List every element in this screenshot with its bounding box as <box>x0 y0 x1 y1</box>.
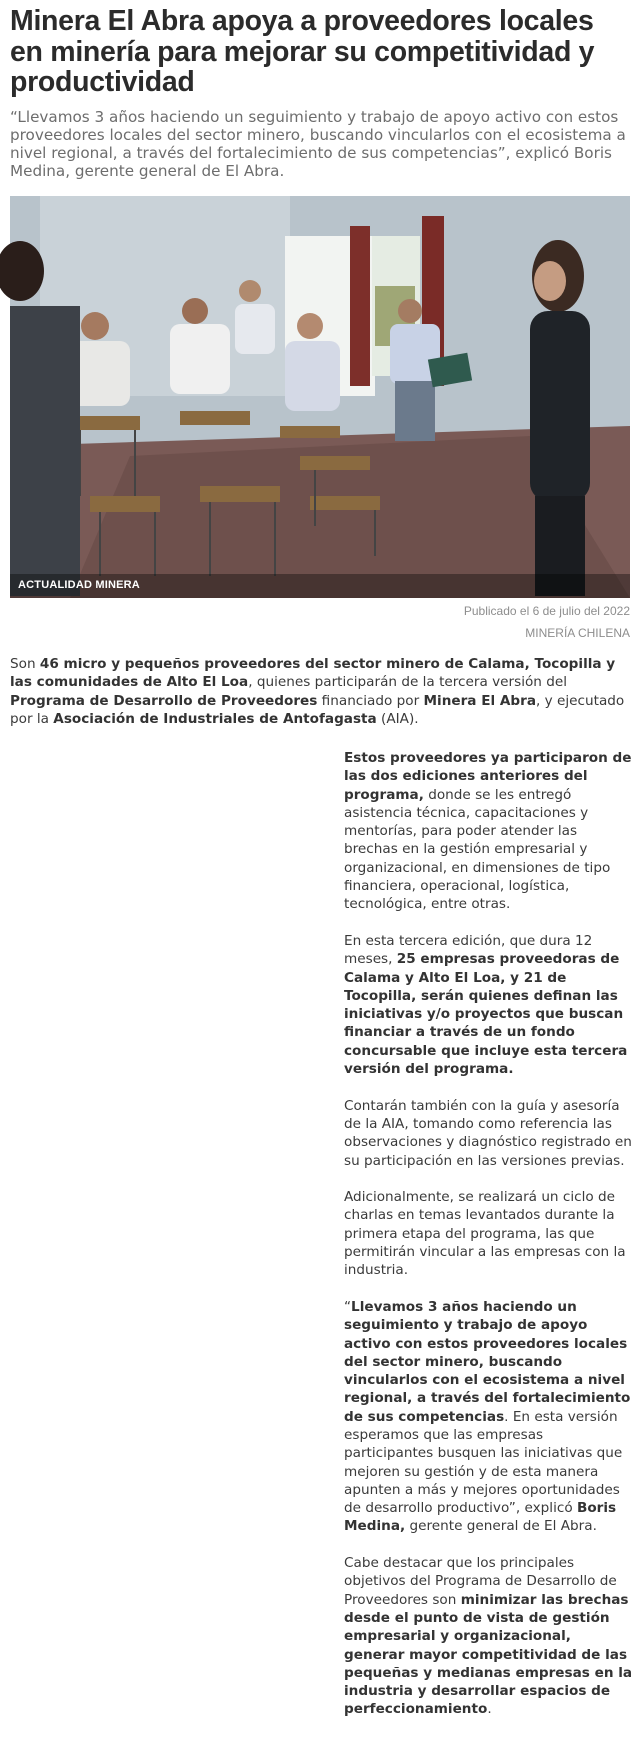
body-text: gerente general de El Abra. <box>405 1518 597 1535</box>
lead-bold: Asociación de Industriales de Antofagasta <box>53 710 377 727</box>
photo-credit: ACTUALIDAD MINERA <box>18 579 140 591</box>
lead-bold: 46 micro y pequeños proveedores del sector minero de Calama, Tocopilla y las comunidades de Alto El Loa <box>10 656 616 691</box>
body-paragraph: Contarán también con la guía y asesoría de la AIA, tomando como referencia las observaciones y diagnóstico registrado en su participación en las versiones previas. <box>344 1097 632 1169</box>
lead-bold: Programa de Desarrollo de Proveedores <box>10 692 318 709</box>
body-bold: Llevamos 3 años haciendo un seguimiento y trabajo de apoyo activo con estos proveedores locales del sector minero, buscando vincularlos con el ecosistema a nivel regional, a través del fortalecimiento de sus competencias <box>344 1298 631 1425</box>
lead-paragraph <box>10 655 632 728</box>
body-text: donde se les entregó asistencia técnica, capacitaciones y mentorías, para poder atender las brechas en la gestión empresarial y organizacional, en dimensiones de tipo financiera, operacional, logística, tecnológica, entre otras. <box>344 786 611 913</box>
body-paragraph <box>344 749 634 914</box>
article-title: Minera El Abra apoya a proveedores locales en minería para mejorar su competitividad y productividad <box>10 5 595 98</box>
body-text: Cabe destacar que los principales objetivos del Programa de Desarrollo de Proveedores son <box>344 1555 617 1608</box>
body-bold: Boris Medina, <box>344 1500 617 1535</box>
body-bold: 25 empresas proveedoras de Calama y Alto El Loa, y 21 de Tocopilla, serán quienes definan las iniciativas y/o proyectos que buscan financiar a través de un fondo concursable que incluye esta tercera versión del programa. <box>344 951 628 1078</box>
body-text: En esta tercera edición, que dura 12 meses, <box>344 932 593 968</box>
photo-credit-bar <box>10 574 630 598</box>
body-paragraph <box>344 1554 634 1719</box>
body-bold: Estos proveedores ya participaron de las dos ediciones anteriores del programa, <box>344 750 632 803</box>
body-paragraph <box>344 932 634 1078</box>
lead-text: Son <box>10 656 40 672</box>
lead-bold: Minera El Abra <box>423 692 537 709</box>
article-subtitle: “Llevamos 3 años haciendo un seguimiento y trabajo de apoyo activo con estos proveedores locales del sector minero, buscando vincularlos con el ecosistema a nivel regional, a través del fortalecimiento de sus competencias”, explicó Boris Medina, gerente general de El Abra. <box>10 108 626 180</box>
lead-text: , y ejecutado por la <box>10 692 625 727</box>
lead-text: , quienes participarán de la tercera versión del <box>248 674 568 691</box>
body-text: . <box>487 1701 492 1718</box>
lead-text: financiado por <box>317 692 424 709</box>
publish-date: Publicado el 6 de julio del 2022 <box>463 604 630 618</box>
lead-text: (AIA). <box>376 710 419 727</box>
body-bold: minimizar las brechas desde el punto de vista de gestión empresarial y organizacional, generar mayor competitividad de las pequeñas y medianas empresas en la industria y desarrollar espacios de perfeccionamiento <box>344 1591 633 1718</box>
article-body-column <box>344 749 634 1737</box>
article-photo <box>10 196 630 598</box>
source-label[interactable]: MINERÍA CHILENA <box>525 626 630 640</box>
body-text: . En esta versión esperamos que las empresas participantes busquen las iniciativas que mejoren su gestión y de esta manera apunten a más y mejores oportunidades de desarrollo productivo”, explicó <box>344 1408 623 1517</box>
body-paragraph: Adicionalmente, se realizará un ciclo de charlas en temas levantados durante la primera etapa del programa, las que permitirán vincular a las empresas con la industria. <box>344 1189 626 1279</box>
classroom-photo <box>10 196 630 598</box>
body-text: “ <box>344 1298 352 1315</box>
quote-paragraph <box>344 1298 634 1536</box>
